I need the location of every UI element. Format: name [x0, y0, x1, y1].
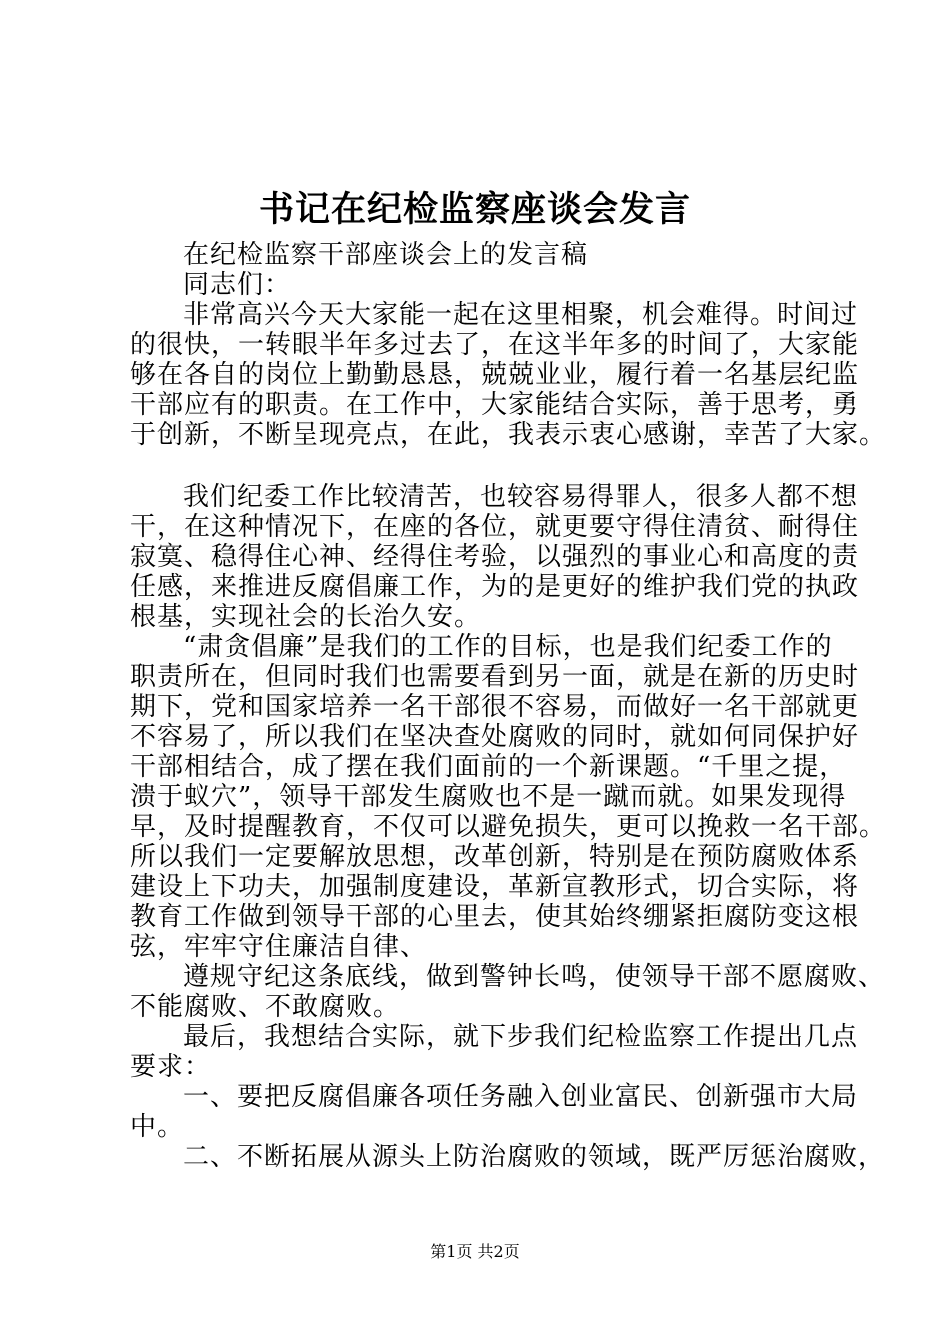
text-line: 寂寞、稳得住心神、经得住考验，以强烈的事业心和高度的责 [130, 542, 860, 572]
text-line: 教育工作做到领导干部的心里去，使其始终绷紧拒腐防变这根 [130, 902, 860, 932]
text-line: 建设上下功夫，加强制度建设，革新宣教形式，切合实际，将 [130, 872, 860, 902]
text-line: 非常高兴今天大家能一起在这里相聚，机会难得。时间过 [183, 300, 859, 330]
text-line: “肃贪倡廉”是我们的工作的目标，也是我们纪委工作的 [183, 632, 833, 662]
text-line: 溃于蚁穴”，领导干部发生腐败也不是一蹴而就。如果发现得 [130, 782, 847, 812]
text-line: 一、要把反腐倡廉各项任务融入创业富民、创新强市大局 [183, 1082, 859, 1112]
text-line: 干，在这种情况下，在座的各位，就更要守得住清贫、耐得住 [130, 512, 860, 542]
text-line: 遵规守纪这条底线，做到警钟长鸣，使领导干部不愿腐败、 [183, 962, 886, 992]
text-line: 要求： [130, 1052, 212, 1082]
text-line: 弦，牢牢守住廉洁自律、 [130, 932, 428, 962]
text-line: 早，及时提醒教育，不仅可以避免损失，更可以挽救一名干部。 [130, 812, 887, 842]
text-line: 在纪检监察干部座谈会上的发言稿 [183, 240, 589, 270]
text-line: 期下，党和国家培养一名干部很不容易，而做好一名干部就更 [130, 692, 860, 722]
text-line: 够在各自的岗位上勤勤恳恳，兢兢业业，履行着一名基层纪监 [130, 360, 860, 390]
text-line: 我们纪委工作比较清苦，也较容易得罪人，很多人都不想 [183, 482, 859, 512]
text-line: 干部相结合，成了摆在我们面前的一个新课题。“千里之提， [130, 752, 847, 782]
text-line: 同志们： [183, 270, 292, 300]
text-line: 中。 [130, 1112, 185, 1142]
document-title: 书记在纪检监察座谈会发言 [258, 189, 691, 230]
text-line: 不容易了，所以我们在坚决查处腐败的同时，就如何同保护好 [130, 722, 860, 752]
text-line: 不能腐败、不敢腐败。 [130, 992, 401, 1022]
page-footer: 第1页 共2页 [430, 1242, 520, 1261]
text-line: 根基，实现社会的长治久安。 [130, 602, 482, 632]
text-line: 的很快，一转眼半年多过去了，在这半年多的时间了，大家能 [130, 330, 860, 360]
text-line: 最后，我想结合实际，就下步我们纪检监察工作提出几点 [183, 1022, 859, 1052]
text-line: 干部应有的职责。在工作中，大家能结合实际，善于思考，勇 [130, 390, 860, 420]
text-line: 任感，来推进反腐倡廉工作，为的是更好的维护我们党的执政 [130, 572, 860, 602]
text-line: 职责所在，但同时我们也需要看到另一面，就是在新的历史时 [130, 662, 860, 692]
text-line: 于创新，不断呈现亮点，在此，我表示衷心感谢，幸苦了大家。 [130, 420, 887, 450]
text-line: 所以我们一定要解放思想，改革创新，特别是在预防腐败体系 [130, 842, 860, 872]
text-line: 二、不断拓展从源头上防治腐败的领域，既严厉惩治腐败， [183, 1142, 886, 1172]
